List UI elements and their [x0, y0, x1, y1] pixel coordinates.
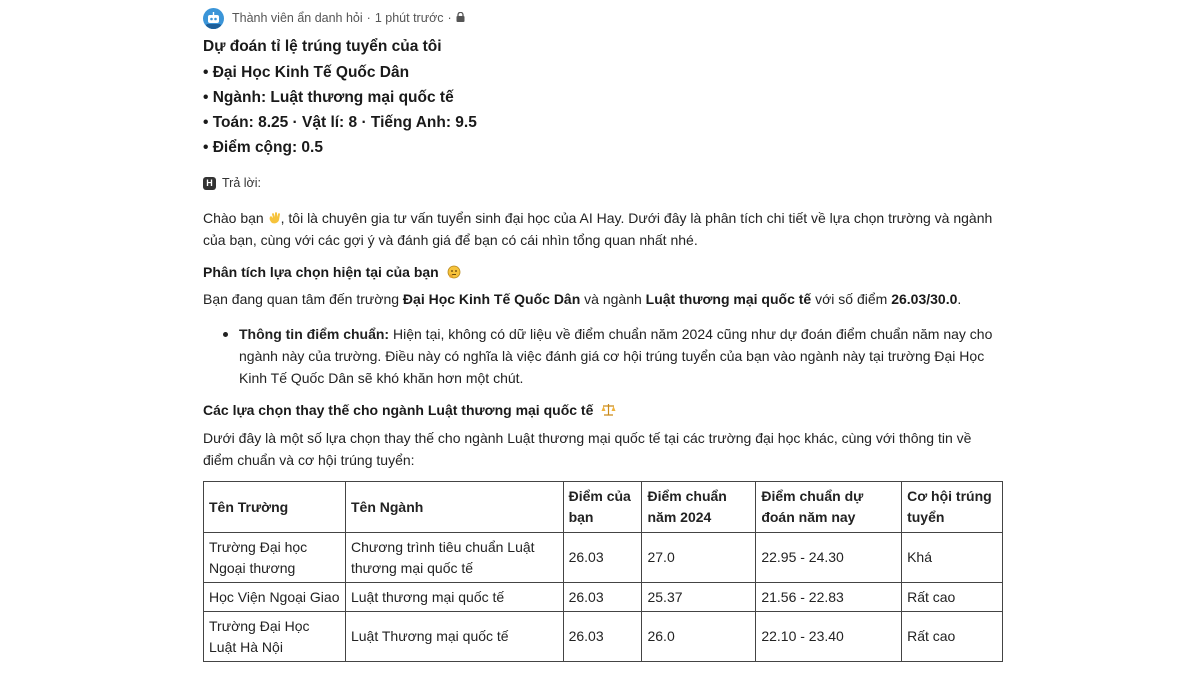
waving-hand-icon	[268, 209, 281, 222]
cell-school: Trường Đại học Ngoại thương	[204, 533, 346, 583]
section1-paragraph	[203, 288, 1003, 310]
cell-school: Học Viện Ngoại Giao	[204, 583, 346, 612]
thinking-face-icon	[447, 265, 460, 278]
answer-label-row	[203, 176, 261, 190]
question-title: Dự đoán tỉ lệ trúng tuyển của tôi	[203, 38, 442, 55]
section1-text-c: với số điểm	[811, 291, 892, 307]
answer-label: Trả lời:	[222, 176, 261, 190]
header-school: Tên Trường	[204, 482, 346, 533]
meta-separator: ·	[366, 11, 371, 25]
cell-school: Trường Đại Học Luật Hà Nội	[204, 612, 346, 662]
alternatives-table	[203, 481, 1003, 662]
section1-title-text: Phân tích lựa chọn hiện tại của bạn	[203, 264, 439, 280]
robot-avatar-icon[interactable]	[203, 8, 224, 29]
cell-major: Chương trình tiêu chuẩn Luật thương mại quốc tế	[345, 533, 563, 583]
intro-text-b: , tôi là chuyên gia tư vấn tuyển sinh đại học của AI Hay. Dưới đây là phân tích chi tiết về lựa chọn trường và ngành của bạn, cùng với các gợi ý và đánh giá để bạn có cái nhìn tổng quan nhất nhé.	[203, 210, 993, 248]
header-admission-chance: Cơ hội trúng tuyển	[902, 482, 1003, 533]
cell-benchmark-2024: 26.0	[642, 612, 756, 662]
benchmark-info-bullet	[223, 323, 999, 389]
table-row	[204, 583, 1003, 612]
cell-your-score: 26.03	[563, 612, 642, 662]
cell-benchmark-2024: 27.0	[642, 533, 756, 583]
section1-score: 26.03/30.0	[891, 291, 958, 307]
cell-admission-chance: Rất cao	[902, 612, 1003, 662]
section1-major: Luật thương mại quốc tế	[645, 291, 812, 307]
section1-text-d: .	[957, 291, 962, 307]
section1-text-b: và ngành	[580, 291, 646, 307]
lock-icon	[456, 11, 465, 25]
cell-admission-chance: Khá	[902, 533, 1003, 583]
intro-paragraph	[203, 207, 1003, 251]
author-name: Thành viên ẩn danh hỏi	[232, 11, 363, 25]
cell-your-score: 26.03	[563, 583, 642, 612]
bullet-text: Hiện tại, không có dữ liệu về điểm chuẩn năm 2024 cũng như dự đoán điểm chuẩn năm nay cho ngành này của trường. Điều này có nghĩa là việc đánh giá cơ hội trúng tuyển của bạn vào ngành này tại trường Đại Học Kinh Tế Quốc Dân sẽ khó khăn hơn một chút.	[239, 326, 993, 386]
question-line-bonus: • Điểm cộng: 0.5	[203, 139, 323, 156]
section1-school: Đại Học Kinh Tế Quốc Dân	[402, 291, 581, 307]
section1-text-a: Bạn đang quan tâm đến trường	[203, 291, 403, 307]
header-your-score: Điểm của bạn	[563, 482, 642, 533]
header-benchmark-2024: Điểm chuẩn năm 2024	[642, 482, 756, 533]
meta-separator: ·	[447, 11, 452, 25]
cell-predicted-benchmark: 21.56 - 22.83	[756, 583, 902, 612]
cell-your-score: 26.03	[563, 533, 642, 583]
table-row	[204, 612, 1003, 662]
question-line-scores: • Toán: 8.25 · Vật lí: 8 · Tiếng Anh: 9.5	[203, 114, 477, 131]
question-line-major: • Ngành: Luật thương mại quốc tế	[203, 89, 454, 106]
intro-text-a: Chào bạn	[203, 210, 264, 226]
balance-scale-icon	[601, 403, 614, 416]
section2-title	[203, 402, 614, 418]
table-header-row	[204, 482, 1003, 533]
ai-hay-logo-icon: H	[203, 177, 216, 190]
post-time: 1 phút trước	[374, 11, 444, 25]
header-major: Tên Ngành	[345, 482, 563, 533]
section2-paragraph: Dưới đây là một số lựa chọn thay thế cho ngành Luật thương mại quốc tế tại các trường đại học khác, cùng với thông tin về điểm chuẩn và cơ hội trúng tuyển:	[203, 430, 972, 468]
post-meta	[203, 7, 465, 29]
cell-benchmark-2024: 25.37	[642, 583, 756, 612]
section1-title	[203, 264, 460, 280]
cell-major: Luật thương mại quốc tế	[345, 583, 563, 612]
section2-title-text: Các lựa chọn thay thế cho ngành Luật thương mại quốc tế	[203, 402, 594, 418]
bullet-label: Thông tin điểm chuẩn:	[239, 326, 390, 342]
cell-major: Luật Thương mại quốc tế	[345, 612, 563, 662]
cell-predicted-benchmark: 22.95 - 24.30	[756, 533, 902, 583]
header-predicted-benchmark: Điểm chuẩn dự đoán năm nay	[756, 482, 902, 533]
cell-predicted-benchmark: 22.10 - 23.40	[756, 612, 902, 662]
table-row	[204, 533, 1003, 583]
question-line-school: • Đại Học Kinh Tế Quốc Dân	[203, 64, 410, 81]
cell-admission-chance: Rất cao	[902, 583, 1003, 612]
bullet-dot	[223, 332, 228, 337]
